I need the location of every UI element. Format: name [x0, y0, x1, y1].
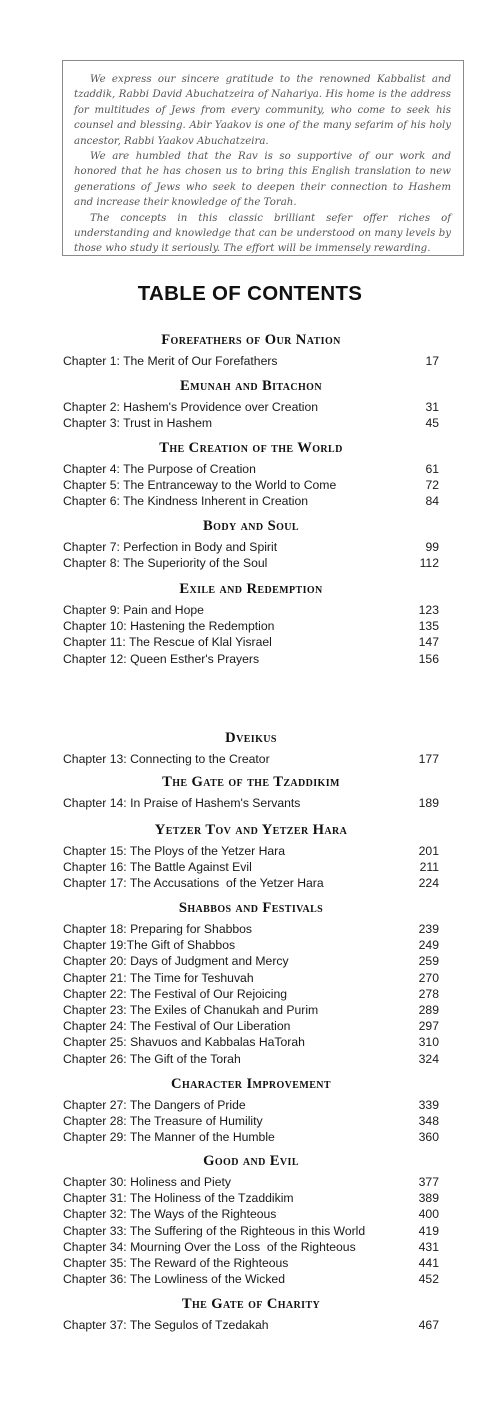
toc-entry[interactable] [63, 921, 439, 937]
page-number: 310 [418, 1035, 439, 1050]
page-number: 339 [418, 1098, 439, 1112]
toc-section [63, 1073, 439, 1146]
toc-entry[interactable] [63, 1018, 439, 1034]
toc-entry[interactable] [63, 477, 439, 493]
toc-entry[interactable] [63, 875, 439, 891]
page-number: 270 [418, 970, 439, 985]
page-number: 467 [418, 1318, 439, 1332]
page-number: 211 [419, 860, 439, 875]
toc-entry[interactable] [63, 539, 439, 555]
page-number: 189 [418, 796, 439, 810]
page-number: 224 [418, 876, 439, 891]
chapter-title: Chapter 6: The Kindness Inherent in Creation [63, 494, 309, 509]
toc-entry[interactable] [63, 1206, 439, 1222]
chapter-title: Chapter 10: Hastening the Redemption [63, 619, 275, 634]
toc-section [63, 727, 439, 767]
toc-entry[interactable] [63, 986, 439, 1002]
toc-section [63, 771, 439, 811]
acknowledgment-paragraph: The concepts in this classic brilliant sefer offer riches of understanding and knowledge that can be understood on many levels by those who study it seriously. The effort will be immensely rewarding. [74, 212, 451, 255]
page-number: 135 [418, 619, 439, 634]
chapter-title: Chapter 35: The Reward of the Righteous [63, 1255, 289, 1270]
page-number: 72 [425, 478, 439, 493]
page-number: 31 [425, 400, 439, 414]
page-number: 431 [418, 1239, 439, 1254]
page-number: 400 [418, 1207, 439, 1222]
toc-entry[interactable] [63, 1271, 439, 1287]
chapter-title: Chapter 1: The Merit of Our Forefathers [63, 354, 278, 368]
toc-entry[interactable] [63, 859, 439, 875]
page-number: 99 [425, 540, 439, 554]
toc-entry[interactable] [63, 651, 439, 667]
section-heading: Shabbos and Festivals [178, 900, 324, 916]
page-number: 17 [425, 354, 439, 368]
toc-entry[interactable] [63, 1239, 439, 1255]
toc-section [63, 375, 439, 431]
section-heading: The Gate of the Tzaddikim [162, 774, 340, 790]
chapter-title: Chapter 33: The Suffering of the Righteous in this World [63, 1223, 366, 1238]
toc-entry[interactable] [63, 1129, 439, 1145]
acknowledgment-box [62, 60, 464, 256]
toc-entry[interactable] [63, 751, 439, 767]
table-of-contents-title: TABLE OF CONTENTS [137, 282, 363, 305]
chapter-title: Chapter 36: The Lowliness of the Wicked [63, 1272, 285, 1287]
chapter-title: Chapter 20: Days of Judgment and Mercy [63, 954, 289, 969]
chapter-title: Chapter 5: The Entranceway to the World to Come [63, 478, 337, 493]
chapter-title: Chapter 4: The Purpose of Creation [63, 462, 256, 476]
toc-entry[interactable] [63, 953, 439, 969]
page-number: 147 [418, 635, 439, 650]
chapter-title: Chapter 18: Preparing for Shabbos [63, 922, 253, 936]
toc-entry[interactable] [63, 1034, 439, 1050]
chapter-title: Chapter 30: Holiness and Piety [63, 1175, 232, 1189]
toc-entry[interactable] [63, 634, 439, 650]
toc-section [63, 437, 439, 510]
page-number: 377 [418, 1175, 439, 1189]
chapter-title: Chapter 12: Queen Esther's Prayers [63, 651, 260, 666]
acknowledgment-paragraph: We express our sincere gratitude to the renowned Kabbalist and tzaddik, Rabbi David Abuchatzeira of Nahariya. His home is the address for multitudes of Jews from every community, who come to seek his counsel and blessing. Abir Yaakov is one of the many sefarim of his holy ancestor, Rabbi Yaakov Abuchatzeira. [74, 74, 451, 147]
toc-section [63, 1150, 439, 1287]
chapter-title: Chapter 26: The Gift of the Torah [63, 1051, 241, 1066]
section-heading: The Creation of the World [159, 440, 343, 456]
page-number: 441 [418, 1255, 439, 1270]
toc-entry[interactable] [63, 1255, 439, 1271]
chapter-title: Chapter 25: Shavuos and Kabbalas HaTorah [63, 1035, 305, 1050]
chapter-title: Chapter 21: The Time for Teshuvah [63, 970, 254, 985]
page-number: 61 [425, 462, 439, 476]
chapter-title: Chapter 3: Trust in Hashem [63, 416, 213, 431]
toc-section [63, 897, 439, 1067]
chapter-title: Chapter 37: The Segulos of Tzedakah [63, 1318, 269, 1332]
chapter-title: Chapter 14: In Praise of Hashem's Servants [63, 796, 301, 810]
section-heading: Forefathers of Our Nation [161, 332, 341, 348]
section-heading: Character Improvement [171, 1076, 331, 1092]
section-heading: Emunah and Bitachon [180, 378, 322, 394]
toc-entry[interactable] [63, 602, 439, 618]
toc-entry[interactable] [63, 1317, 439, 1333]
chapter-title: Chapter 17: The Accusations of the Yetzer Hara [63, 876, 324, 891]
toc-section [63, 578, 439, 667]
chapter-title: Chapter 32: The Ways of the Righteous [63, 1207, 277, 1222]
chapter-title: Chapter 27: The Dangers of Pride [63, 1098, 246, 1112]
toc-entry[interactable] [63, 1097, 439, 1113]
toc-entry[interactable] [63, 795, 439, 811]
chapter-title: Chapter 31: The Holiness of the Tzaddikim [63, 1191, 294, 1206]
page-number: 156 [418, 651, 439, 666]
chapter-title: Chapter 23: The Exiles of Chanukah and Purim [63, 1002, 319, 1017]
toc-section [63, 1293, 439, 1333]
page-number: 259 [418, 954, 439, 969]
page-number: 324 [418, 1051, 439, 1066]
chapter-title: Chapter 24: The Festival of Our Liberation [63, 1019, 291, 1034]
toc-section [63, 819, 439, 892]
chapter-title: Chapter 13: Connecting to the Creator [63, 752, 270, 766]
chapter-title: Chapter 22: The Festival of Our Rejoicing [63, 986, 287, 1001]
page-number: 278 [418, 986, 439, 1001]
section-heading: Dveikus [225, 730, 277, 746]
page-number: 177 [418, 752, 439, 766]
chapter-title: Chapter 11: The Rescue of Klal Yisrael [63, 635, 272, 650]
page-number: 297 [418, 1019, 439, 1034]
toc-entry[interactable] [63, 1190, 439, 1206]
acknowledgment-paragraph: We are humbled that the Rav is so supportive of our work and honored that he has chosen us to bring this English translation to new generations of Jews who seek to deepen their connection to Hashem and increase their knowledge of the Torah. [74, 151, 451, 209]
section-heading: Body and Soul [203, 518, 299, 534]
toc-section [63, 515, 439, 571]
toc-entry[interactable] [63, 461, 439, 477]
chapter-title: Chapter 19:The Gift of Shabbos [63, 938, 236, 953]
toc-entry[interactable] [63, 1223, 439, 1239]
page-number: 45 [425, 416, 439, 431]
section-heading: The Gate of Charity [181, 1296, 321, 1312]
chapter-title: Chapter 2: Hashem's Providence over Creation [63, 400, 319, 414]
page-number: 84 [425, 494, 439, 509]
page-number: 201 [418, 844, 439, 858]
page-number: 348 [418, 1114, 439, 1129]
toc-entry[interactable] [63, 415, 439, 431]
page-number: 389 [418, 1191, 439, 1206]
chapter-title: Chapter 15: The Ploys of the Yetzer Hara [63, 844, 285, 858]
toc-entry[interactable] [63, 555, 439, 571]
page-number: 112 [419, 556, 439, 571]
toc-entry[interactable] [63, 843, 439, 859]
toc-entry[interactable] [63, 1051, 439, 1067]
section-heading: Yetzer Tov and Yetzer Hara [154, 822, 348, 838]
toc-entry[interactable] [63, 353, 439, 369]
toc-entry[interactable] [63, 1113, 439, 1129]
chapter-title: Chapter 7: Perfection in Body and Spirit [63, 540, 278, 554]
page-number: 289 [418, 1002, 439, 1017]
chapter-title: Chapter 34: Mourning Over the Loss of the Righteous [63, 1239, 356, 1254]
toc-entry[interactable] [63, 618, 439, 634]
chapter-title: Chapter 28: The Treasure of Humility [63, 1114, 263, 1129]
toc-entry[interactable] [63, 970, 439, 986]
toc-entry[interactable] [63, 493, 439, 509]
chapter-title: Chapter 9: Pain and Hope [63, 603, 204, 617]
page-number: 452 [418, 1272, 439, 1287]
toc-section [63, 329, 439, 369]
page-number: 419 [418, 1223, 439, 1238]
chapter-title: Chapter 16: The Battle Against Evil [63, 860, 252, 875]
toc-entry[interactable] [63, 937, 439, 953]
toc-entry[interactable] [63, 1174, 439, 1190]
page-number: 249 [418, 938, 439, 953]
toc-entry[interactable] [63, 1002, 439, 1018]
chapter-title: Chapter 29: The Manner of the Humble [63, 1130, 275, 1145]
page-number: 123 [418, 603, 439, 617]
section-heading: Good and Evil [203, 1153, 299, 1169]
section-heading: Exile and Redemption [179, 581, 323, 597]
toc-entry[interactable] [63, 399, 439, 415]
page-number: 239 [418, 922, 439, 936]
chapter-title: Chapter 8: The Superiority of the Soul [63, 556, 268, 571]
page-number: 360 [418, 1130, 439, 1145]
